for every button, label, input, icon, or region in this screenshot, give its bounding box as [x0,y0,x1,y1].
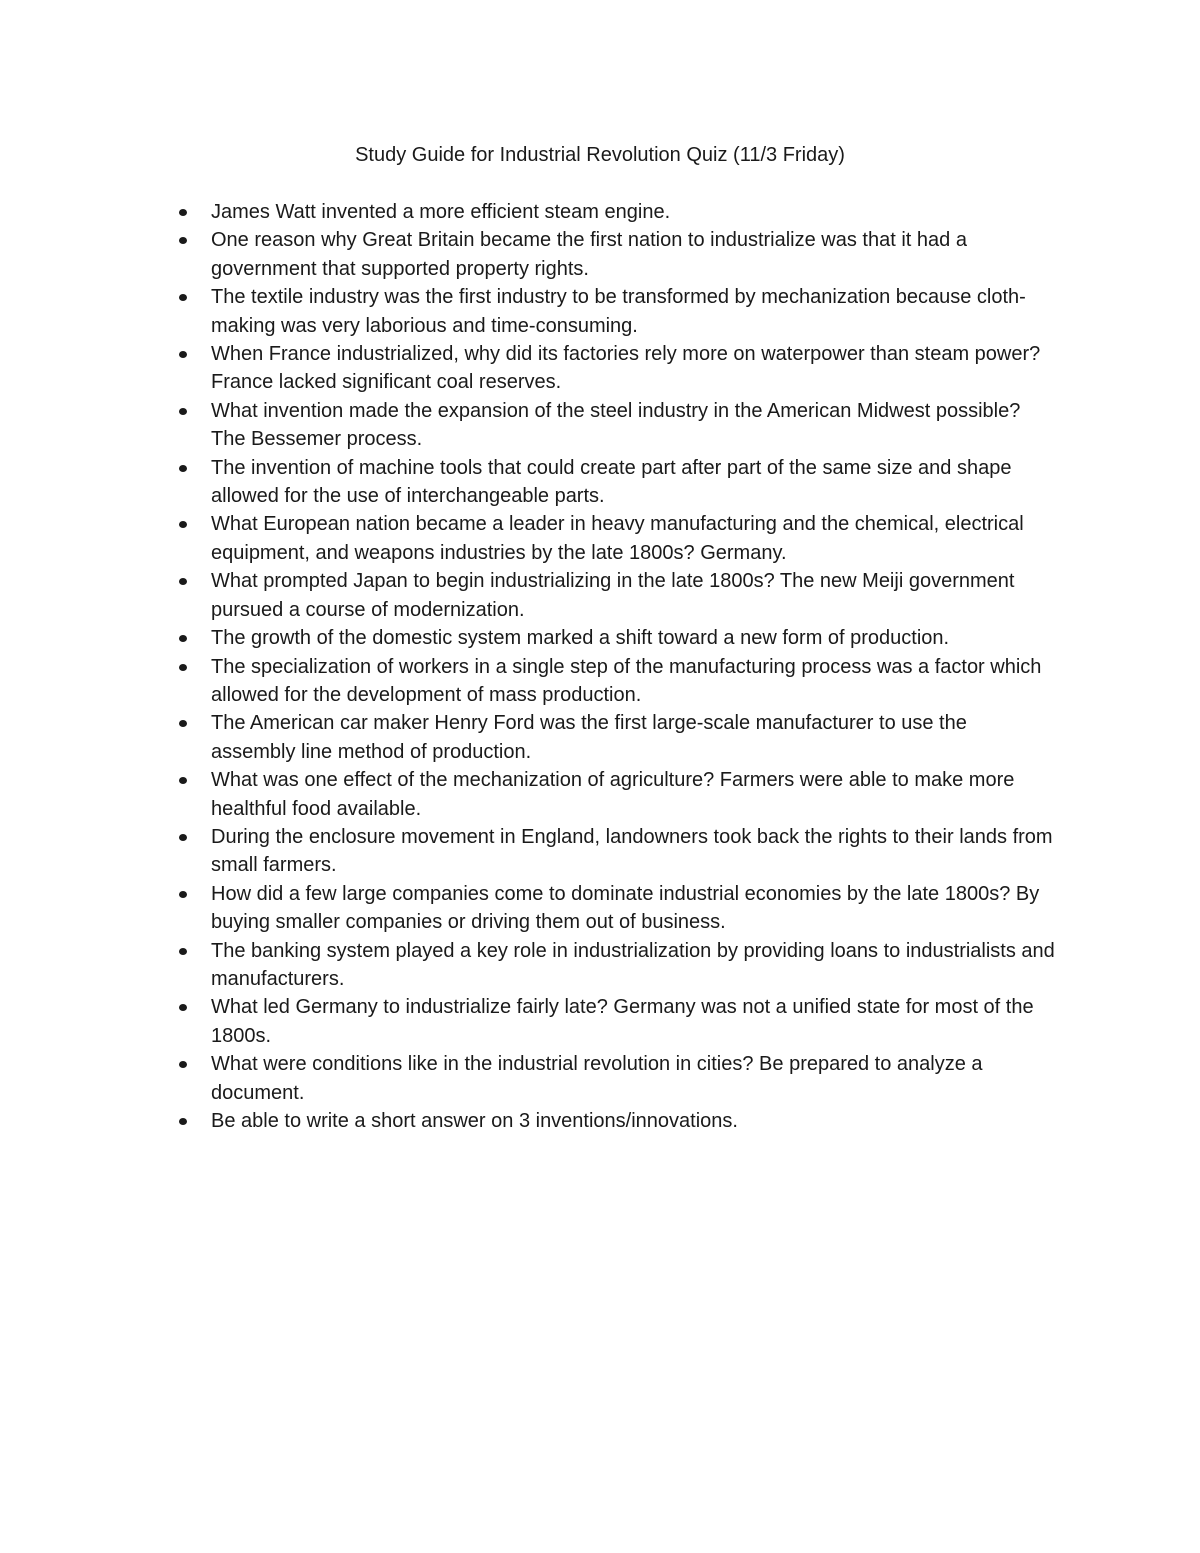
list-item [176,823,1056,880]
bullet-icon [179,777,187,784]
bullet-icon [179,351,187,358]
page-title: Study Guide for Industrial Revolution Quiz (11/3 Friday) [355,144,845,166]
list-item-text: The specialization of workers in a single step of the manufacturing process was a factor which allowed for the development of mass production. [211,655,1042,706]
bullet-icon [179,408,187,415]
list-item [176,709,1056,766]
list-item-text: What were conditions like in the industrial revolution in cities? Be prepared to analyze a document. [211,1053,983,1104]
list-item-text: During the enclosure movement in England, landowners took back the rights to their lands from small farmers. [211,825,1053,877]
bullet-icon [179,664,187,671]
list-item [176,397,1056,454]
list-item-text: How did a few large companies come to dominate industrial economies by the late 1800s? By buying smaller companies or driving them out of business. [211,882,1040,934]
bullet-icon [179,720,187,727]
list-item-text: When France industrialized, why did its factories rely more on waterpower than steam power? France lacked significant coal reserves. [211,343,1041,394]
list-item-text: What invention made the expansion of the steel industry in the American Midwest possible? The Bessemer process. [211,399,1021,451]
list-item [176,1107,1056,1135]
bullet-icon [179,294,187,301]
study-guide-list [176,198,1056,1135]
list-item [176,624,1056,652]
list-item-text: Be able to write a short answer on 3 inventions/innovations. [211,1110,738,1132]
list-item [176,653,1056,710]
bullet-icon [179,209,187,216]
list-item-text: The banking system played a key role in industrialization by providing loans to industrialists and manufacturers. [211,939,1055,990]
list-item [176,993,1056,1050]
bullet-icon [179,578,187,585]
bullet-icon [179,891,187,898]
list-item-text: The invention of machine tools that could create part after part of the same size and shape allowed for the use of interchangeable parts. [211,456,1012,508]
list-item [176,766,1056,823]
list-item-text: What European nation became a leader in heavy manufacturing and the chemical, electrical equipment, and weapons industries by the late 1800s? Germany. [211,513,1024,564]
list-item-text: What prompted Japan to begin industrializing in the late 1800s? The new Meiji government pursued a course of modernization. [211,570,1015,621]
list-item [176,340,1056,397]
list-item [176,198,1056,226]
list-item-text: What was one effect of the mechanization of agriculture? Farmers were able to make more healthful food available. [211,769,1015,820]
list-item-text: One reason why Great Britain became the first nation to industrialize was that it had a government that supported property rights. [211,229,967,280]
bullet-icon [179,834,187,841]
list-item [176,1050,1056,1107]
bullet-icon [179,237,187,244]
bullet-icon [179,1004,187,1011]
list-item-text: James Watt invented a more efficient steam engine. [211,201,671,223]
bullet-icon [179,948,187,955]
list-item-text: What led Germany to industrialize fairly late? Germany was not a unified state for most of the 1800s. [211,996,1034,1047]
bullet-icon [179,1118,187,1125]
bullet-icon [179,521,187,528]
list-item-text: The American car maker Henry Ford was the first large-scale manufacturer to use the assembly line method of production. [211,712,967,763]
list-item [176,454,1056,511]
bullet-icon [179,635,187,642]
list-item-text: The textile industry was the first industry to be transformed by mechanization because cloth-making was very laborious and time-consuming. [211,286,1026,337]
list-item [176,226,1056,283]
list-item [176,937,1056,994]
list-item-text: The growth of the domestic system marked a shift toward a new form of production. [211,627,950,650]
list-item [176,510,1056,567]
list-item [176,880,1056,937]
bullet-icon [179,465,187,472]
bullet-icon [179,1061,187,1068]
list-item [176,567,1056,624]
list-item [176,283,1056,340]
